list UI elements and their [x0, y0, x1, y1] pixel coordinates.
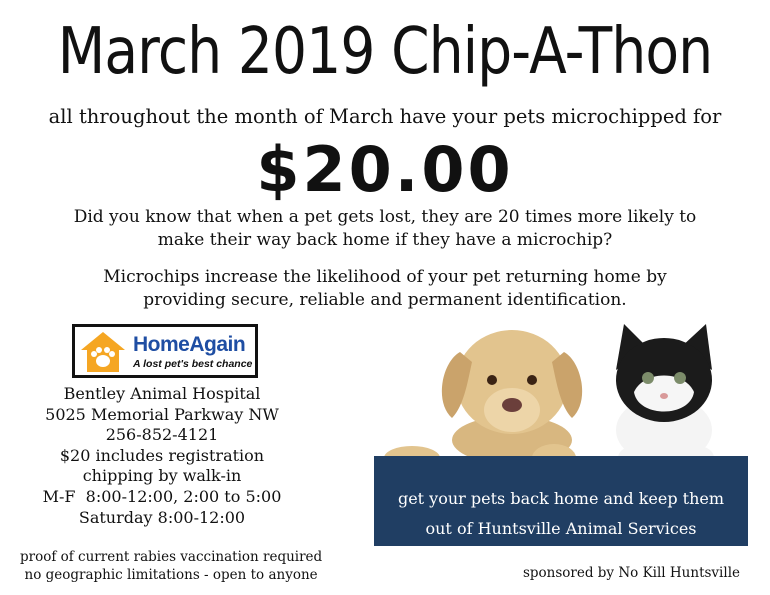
logo-tagline: A lost pet's best chance [133, 358, 253, 370]
price: $20.00 [256, 133, 514, 206]
banner-line-2: out of Huntsville Animal Services [425, 519, 697, 538]
rabies-line-2: no geographic limitations - open to anyone [24, 567, 318, 583]
benefit-line-2: providing secure, reliable and permanent identification. [143, 290, 627, 310]
page-title: March 2019 Chip-A-Thon [57, 15, 713, 89]
subtitle: all throughout the month of March have your pets microchipped for [48, 105, 722, 128]
microchip-benefit-paragraph [0, 266, 770, 312]
rabies-line-1: proof of current rabies vaccination required [20, 549, 323, 565]
pets-home-banner [374, 456, 748, 546]
hospital-phone: 256-852-4121 [105, 425, 219, 445]
hospital-info [22, 384, 302, 528]
weekday-hours: M-F 8:00-12:00, 2:00 to 5:00 [42, 486, 282, 506]
lost-pet-paragraph [0, 206, 770, 252]
hospital-address: 5025 Memorial Parkway NW [45, 404, 279, 424]
hospital-name: Bentley Animal Hospital [63, 384, 261, 403]
benefit-line-1: Microchips increase the likelihood of your pet returning home by [103, 267, 667, 287]
puppy-and-kitten-image [372, 310, 752, 460]
registration-note: $20 includes registration [59, 445, 265, 465]
banner-line-1: get your pets back home and keep them [397, 489, 725, 508]
saturday-hours: Saturday 8:00-12:00 [78, 507, 246, 527]
logo-brand-name: HomeAgain [133, 333, 246, 356]
walk-in-note: chipping by walk-in [82, 466, 242, 486]
puppy-illustration [384, 330, 582, 460]
kitten-illustration [616, 324, 714, 460]
sponsor-credit: sponsored by No Kill Huntsville [522, 565, 740, 581]
lost-pet-line-2: make their way back home if they have a microchip? [157, 230, 613, 250]
house-paw-icon [79, 330, 127, 374]
homeagain-logo [72, 324, 258, 378]
lost-pet-line-1: Did you know that when a pet gets lost, they are 20 times more likely to [73, 207, 697, 227]
